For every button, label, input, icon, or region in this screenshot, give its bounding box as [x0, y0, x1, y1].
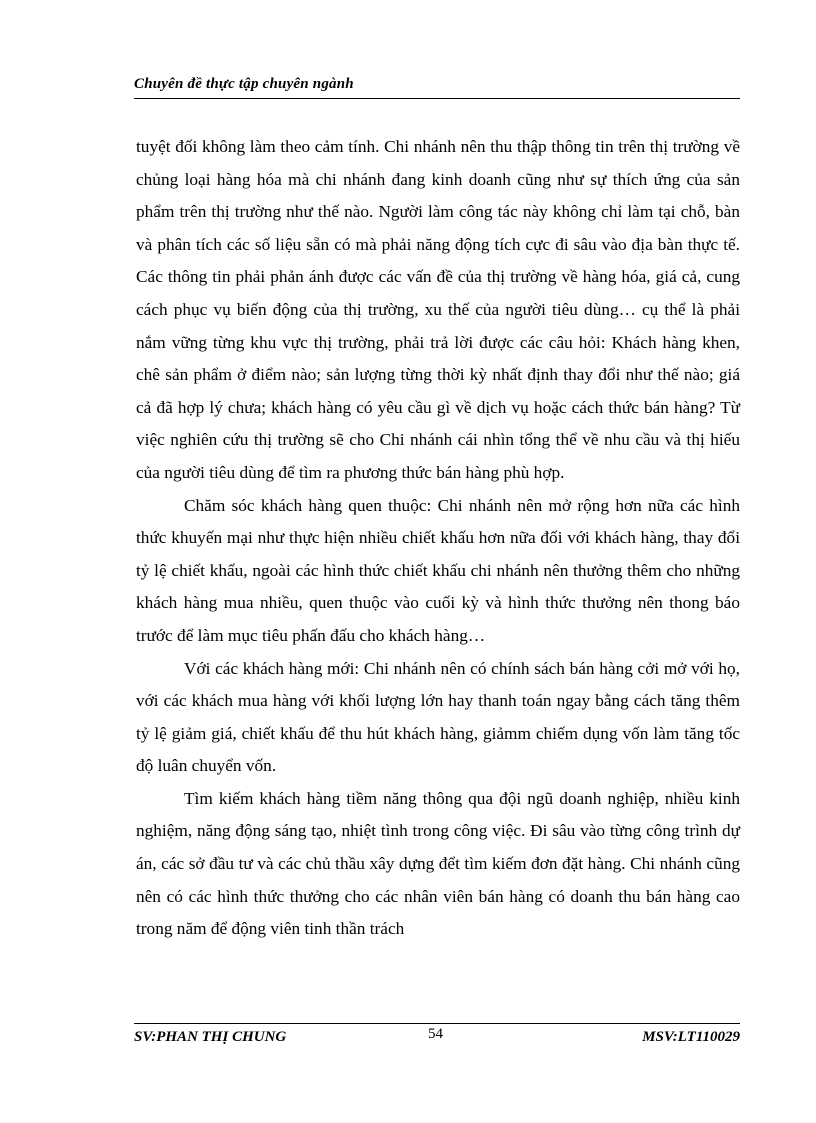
document-body [136, 131, 740, 946]
footer-student-name: SV:PHAN THỊ CHUNG [134, 1029, 287, 1045]
paragraph-loyal-customers: Chăm sóc khách hàng quen thuộc: Chi nhánh nên mở rộng hơn nữa các hình thức khuyến mại như thực hiện nhiều chiết khấu hơn nữa đối với khách hàng, thay đổi tỷ lệ chiết khấu, ngoài các hình thức chiết khấu chi nhánh nên thưởng thêm cho những khách hàng mua nhiều, quen thuộc vào cuối kỳ và hình thức thưởng nên thong báo trước để làm mục tiêu phấn đấu cho khách hàng… [136, 495, 740, 645]
page-header [134, 74, 740, 99]
page-footer [134, 1023, 740, 1054]
page-number: 54 [428, 1026, 443, 1042]
header-title: Chuyên đề thực tập chuyên ngành [134, 76, 354, 92]
paragraph-potential-customers: Tìm kiếm khách hàng tiềm năng thông qua đội ngũ doanh nghiệp, nhiều kinh nghiệm, năng động sáng tạo, nhiệt tình trong công việc. Đi sâu vào từng công trình dự án, các sở đầu tư và các chủ thầu xây dựng đểt tìm kiếm đơn đặt hàng. Chi nhánh cũng nên có các hình thức thưởng cho các nhân viên bán hàng có doanh thu bán hàng cao trong năm để động viên tinh thần trách [136, 788, 740, 939]
paragraph-new-customers: Với các khách hàng mới: Chi nhánh nên có chính sách bán hàng cởi mở với họ, với các khách mua hàng với khối lượng lớn hay thanh toán ngay bằng cách tăng thêm tỷ lệ giảm giá, chiết khấu để thu hút khách hàng, giảmm chiếm dụng vốn làm tăng tốc độ luân chuyển vốn. [136, 658, 740, 776]
paragraph-continuation: tuyệt đối không làm theo cảm tính. Chi nhánh nên thu thập thông tin trên thị trường về chủng loại hàng hóa mà chi nhánh đang kinh doanh cũng như sự thích ứng của sản phẩm trên thị trường như thế nào. Người làm công tác này không chỉ làm tại chỗ, bàn và phân tích các số liệu sẵn có mà phải năng động tích cực đi sâu vào địa bàn thực tế. Các thông tin phải phản ánh được các vấn đề của thị trường về hàng hóa, giá cả, cung cách phục vụ biến động của thị trường, xu thế của người tiêu dùng… cụ thể là phải nắm vững từng khu vực thị trường, phải trả lời được các câu hỏi: Khách hàng khen, chê sản phẩm ở điểm nào; sản lượng từng thời kỳ nhất định thay đổi như thế nào; giá cả đã hợp lý chưa; khách hàng có yêu cầu gì về dịch vụ hoặc cách thức bán hàng? Từ việc nghiên cứu thị trường sẽ cho Chi nhánh cái nhìn tổng thể về nhu cầu và thị hiếu của người tiêu dùng để tìm ra phương thức bán hàng phù hợp. [136, 137, 740, 482]
footer-student-id: MSV:LT110029 [642, 1029, 740, 1045]
